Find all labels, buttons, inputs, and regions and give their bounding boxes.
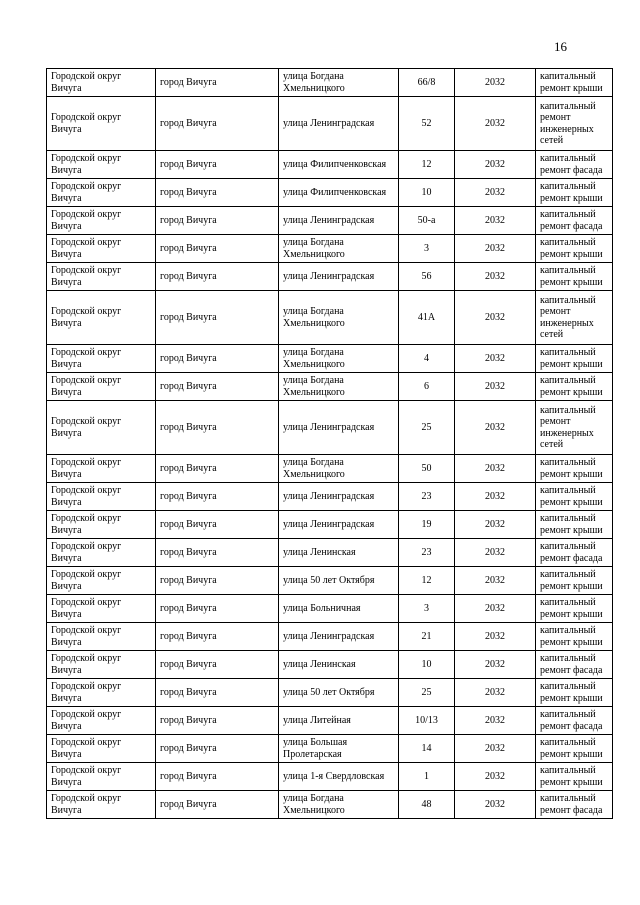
work-type-cell: капитальный ремонт крыши [536, 179, 613, 207]
year-cell: 2032 [455, 623, 536, 651]
house-number-cell: 12 [399, 567, 455, 595]
house-number-cell: 23 [399, 539, 455, 567]
page-number: 16 [554, 39, 567, 54]
city-cell: город Вичуга [156, 623, 279, 651]
district-cell: Городской округ Вичуга [47, 235, 156, 263]
district-cell: Городской округ Вичуга [47, 179, 156, 207]
house-number-cell: 41А [399, 291, 455, 345]
year-cell: 2032 [455, 69, 536, 97]
city-cell: город Вичуга [156, 511, 279, 539]
work-type-cell: капитальный ремонт инженерных сетей [536, 291, 613, 345]
year-cell: 2032 [455, 263, 536, 291]
year-cell: 2032 [455, 483, 536, 511]
table-row [47, 763, 613, 791]
work-type-cell: капитальный ремонт крыши [536, 235, 613, 263]
district-cell: Городской округ Вичуга [47, 763, 156, 791]
year-cell: 2032 [455, 179, 536, 207]
table-row [47, 235, 613, 263]
city-cell: город Вичуга [156, 97, 279, 151]
city-cell: город Вичуга [156, 455, 279, 483]
table-row [47, 97, 613, 151]
city-cell: город Вичуга [156, 345, 279, 373]
house-number-cell: 19 [399, 511, 455, 539]
street-cell: улица Богдана Хмельницкого [279, 373, 399, 401]
work-type-cell: капитальный ремонт крыши [536, 263, 613, 291]
street-cell: улица 50 лет Октября [279, 679, 399, 707]
city-cell: город Вичуга [156, 707, 279, 735]
work-type-cell: капитальный ремонт крыши [536, 735, 613, 763]
year-cell: 2032 [455, 511, 536, 539]
work-type-cell: капитальный ремонт крыши [536, 623, 613, 651]
city-cell: город Вичуга [156, 735, 279, 763]
street-cell: улица Больничная [279, 595, 399, 623]
street-cell: улица 50 лет Октября [279, 567, 399, 595]
year-cell: 2032 [455, 235, 536, 263]
table-row [47, 595, 613, 623]
street-cell: улица Богдана Хмельницкого [279, 791, 399, 819]
street-cell: улица Ленинградская [279, 207, 399, 235]
year-cell: 2032 [455, 651, 536, 679]
table-row [47, 483, 613, 511]
house-number-cell: 10 [399, 651, 455, 679]
city-cell: город Вичуга [156, 263, 279, 291]
house-number-cell: 10 [399, 179, 455, 207]
city-cell: город Вичуга [156, 69, 279, 97]
district-cell: Городской округ Вичуга [47, 511, 156, 539]
house-number-cell: 25 [399, 679, 455, 707]
year-cell: 2032 [455, 151, 536, 179]
district-cell: Городской округ Вичуга [47, 207, 156, 235]
work-type-cell: капитальный ремонт инженерных сетей [536, 97, 613, 151]
house-number-cell: 25 [399, 401, 455, 455]
table-row [47, 69, 613, 97]
work-type-cell: капитальный ремонт крыши [536, 69, 613, 97]
work-type-cell: капитальный ремонт крыши [536, 679, 613, 707]
district-cell: Городской округ Вичуга [47, 401, 156, 455]
house-number-cell: 23 [399, 483, 455, 511]
district-cell: Городской округ Вичуга [47, 291, 156, 345]
work-type-cell: капитальный ремонт крыши [536, 373, 613, 401]
street-cell: улица Богдана Хмельницкого [279, 291, 399, 345]
year-cell: 2032 [455, 345, 536, 373]
table-row [47, 735, 613, 763]
district-cell: Городской округ Вичуга [47, 623, 156, 651]
city-cell: город Вичуга [156, 373, 279, 401]
house-number-cell: 14 [399, 735, 455, 763]
city-cell: город Вичуга [156, 235, 279, 263]
street-cell: улица Ленинградская [279, 483, 399, 511]
year-cell: 2032 [455, 97, 536, 151]
street-cell: улица Богдана Хмельницкого [279, 345, 399, 373]
work-type-cell: капитальный ремонт фасада [536, 539, 613, 567]
year-cell: 2032 [455, 401, 536, 455]
table-row [47, 151, 613, 179]
district-cell: Городской округ Вичуга [47, 483, 156, 511]
district-cell: Городской округ Вичуга [47, 539, 156, 567]
street-cell: улица Богдана Хмельницкого [279, 455, 399, 483]
house-number-cell: 56 [399, 263, 455, 291]
table-row [47, 679, 613, 707]
district-cell: Городской округ Вичуга [47, 651, 156, 679]
year-cell: 2032 [455, 679, 536, 707]
house-number-cell: 52 [399, 97, 455, 151]
work-type-cell: капитальный ремонт фасада [536, 207, 613, 235]
year-cell: 2032 [455, 791, 536, 819]
house-number-cell: 6 [399, 373, 455, 401]
work-type-cell: капитальный ремонт крыши [536, 567, 613, 595]
table-row [47, 373, 613, 401]
district-cell: Городской округ Вичуга [47, 69, 156, 97]
city-cell: город Вичуга [156, 483, 279, 511]
year-cell: 2032 [455, 373, 536, 401]
house-number-cell: 48 [399, 791, 455, 819]
street-cell: улица Богдана Хмельницкого [279, 69, 399, 97]
city-cell: город Вичуга [156, 791, 279, 819]
city-cell: город Вичуга [156, 567, 279, 595]
table-row [47, 455, 613, 483]
city-cell: город Вичуга [156, 291, 279, 345]
city-cell: город Вичуга [156, 401, 279, 455]
street-cell: улица Ленинградская [279, 97, 399, 151]
table-row [47, 207, 613, 235]
district-cell: Городской округ Вичуга [47, 373, 156, 401]
table-row [47, 791, 613, 819]
city-cell: город Вичуга [156, 679, 279, 707]
table-row [47, 567, 613, 595]
house-number-cell: 50 [399, 455, 455, 483]
work-type-cell: капитальный ремонт крыши [536, 511, 613, 539]
street-cell: улица 1-я Свердловская [279, 763, 399, 791]
district-cell: Городской округ Вичуга [47, 707, 156, 735]
city-cell: город Вичуга [156, 539, 279, 567]
work-type-cell: капитальный ремонт крыши [536, 595, 613, 623]
work-type-cell: капитальный ремонт фасада [536, 651, 613, 679]
year-cell: 2032 [455, 595, 536, 623]
work-type-cell: капитальный ремонт крыши [536, 345, 613, 373]
house-number-cell: 1 [399, 763, 455, 791]
house-number-cell: 4 [399, 345, 455, 373]
house-number-cell: 3 [399, 595, 455, 623]
table-row [47, 179, 613, 207]
street-cell: улица Ленинская [279, 651, 399, 679]
district-cell: Городской округ Вичуга [47, 97, 156, 151]
table-row [47, 651, 613, 679]
work-type-cell: капитальный ремонт крыши [536, 763, 613, 791]
year-cell: 2032 [455, 735, 536, 763]
house-number-cell: 66/8 [399, 69, 455, 97]
street-cell: улица Ленинградская [279, 511, 399, 539]
street-cell: улица Литейная [279, 707, 399, 735]
street-cell: улица Большая Пролетарская [279, 735, 399, 763]
district-cell: Городской округ Вичуга [47, 455, 156, 483]
work-type-cell: капитальный ремонт фасада [536, 151, 613, 179]
year-cell: 2032 [455, 539, 536, 567]
building-repair-table [46, 68, 613, 819]
city-cell: город Вичуга [156, 151, 279, 179]
street-cell: улица Филипченковская [279, 151, 399, 179]
table-row [47, 263, 613, 291]
street-cell: улица Ленинградская [279, 623, 399, 651]
house-number-cell: 50-а [399, 207, 455, 235]
city-cell: город Вичуга [156, 595, 279, 623]
district-cell: Городской округ Вичуга [47, 151, 156, 179]
city-cell: город Вичуга [156, 651, 279, 679]
district-cell: Городской округ Вичуга [47, 735, 156, 763]
work-type-cell: капитальный ремонт фасада [536, 707, 613, 735]
street-cell: улица Богдана Хмельницкого [279, 235, 399, 263]
street-cell: улица Ленинская [279, 539, 399, 567]
district-cell: Городской округ Вичуга [47, 679, 156, 707]
district-cell: Городской округ Вичуга [47, 791, 156, 819]
table-row [47, 345, 613, 373]
year-cell: 2032 [455, 291, 536, 345]
district-cell: Городской округ Вичуга [47, 567, 156, 595]
district-cell: Городской округ Вичуга [47, 263, 156, 291]
table-row [47, 623, 613, 651]
house-number-cell: 10/13 [399, 707, 455, 735]
work-type-cell: капитальный ремонт фасада [536, 791, 613, 819]
district-cell: Городской округ Вичуга [47, 345, 156, 373]
street-cell: улица Ленинградская [279, 401, 399, 455]
year-cell: 2032 [455, 763, 536, 791]
city-cell: город Вичуга [156, 179, 279, 207]
work-type-cell: капитальный ремонт крыши [536, 483, 613, 511]
year-cell: 2032 [455, 707, 536, 735]
house-number-cell: 12 [399, 151, 455, 179]
year-cell: 2032 [455, 567, 536, 595]
house-number-cell: 3 [399, 235, 455, 263]
year-cell: 2032 [455, 455, 536, 483]
table-body [47, 69, 613, 819]
city-cell: город Вичуга [156, 207, 279, 235]
table-row [47, 539, 613, 567]
table-row [47, 707, 613, 735]
district-cell: Городской округ Вичуга [47, 595, 156, 623]
table-row [47, 291, 613, 345]
table-row [47, 401, 613, 455]
house-number-cell: 21 [399, 623, 455, 651]
table-row [47, 511, 613, 539]
street-cell: улица Ленинградская [279, 263, 399, 291]
city-cell: город Вичуга [156, 763, 279, 791]
year-cell: 2032 [455, 207, 536, 235]
work-type-cell: капитальный ремонт инженерных сетей [536, 401, 613, 455]
work-type-cell: капитальный ремонт крыши [536, 455, 613, 483]
street-cell: улица Филипченковская [279, 179, 399, 207]
